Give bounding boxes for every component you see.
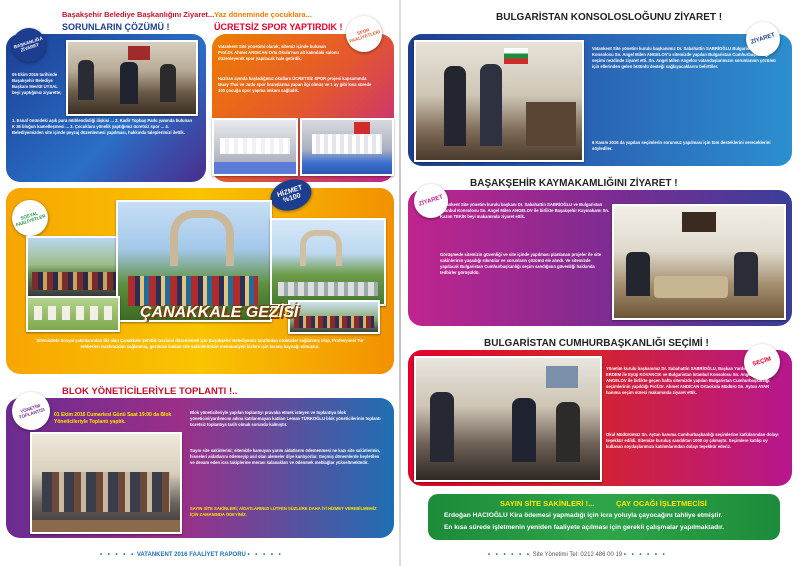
meeting-photo [30, 432, 182, 534]
right-footer: • • • • • • Site Yönetimi Tel: 0212 486 00 19 • • • • • • [488, 552, 667, 558]
sports-paragraph-1: Vatankent Site yönetimi olarak; sitemiz içinde bulunan Prof.Dr. Ahmet ANDICAN Orta Okulu'nun alt katındaki salonu düzenleyerek spor yapılacak hale getirdik. [218, 44, 339, 61]
municipality-visit-items: 1. Esnaf önündeki aşık para mühlendisliği ilişkisi ... 2. Kadir Topbaş Parkı yanında bulunan K 35 bloğun kamelleşmesi ... 3. Çocuklara yönelik yaptığımız ücretsiz spor ... 4. Belediyemizden site içinde peyzaj düzenlemesi yapılması, hakkında taleplerimizi ilettik. [12, 118, 193, 135]
sports-badge: SPOR FAALİYETLERİ [341, 11, 386, 56]
sports-subtitle: Yaz döneminde çocuklara... [214, 10, 312, 19]
visit-badge: BAŞKANLIĞA ZİYARET [8, 24, 51, 67]
consulate-photo [414, 40, 584, 162]
service-badge: HİZMET %100 [266, 174, 315, 216]
trip-group-photo-2 [288, 300, 380, 334]
mayor-meeting-photo [66, 40, 198, 116]
election-text: Yönetim kurulu başkanımız Dr. Sabahattin SABRİOĞLU, Başkan Yardımcısı İsmail ERDEM ile Eyüp KOVANCIK ve Bulgaristan İstanbul Konsolosu Sn. Angel Milen ANGELOV ile birlikte geçen hafta sitemizde yapılan Bulgaristan Cumhurbaşkanlığı seçimlerinin yapıldığı Prof.Dr. Ahmet ANDICAN Ortaokulu Müdürü Sn. Aytun AYAN hanıma seçim süreci makamında ziyaret ettik. [606, 366, 770, 395]
election-badge: SEÇİM [739, 339, 784, 384]
meeting-title: BLOK YÖNETİCİLERİYLE TOPLANTI !.. [62, 386, 238, 397]
trip-memorial-photo [270, 218, 386, 306]
notice-line-2: En kısa sürede işletmenin yeniden faaliyete açılması için gerekli çalışmalar yapılmaktadır. [444, 524, 725, 531]
left-footer: • • • • • VATANKENT 2016 FAALİYET RAPORU • • • • • [100, 552, 283, 558]
governor-badge: ZİYARET [410, 180, 453, 223]
consulate-badge: ZİYARET [742, 18, 785, 61]
municipality-visit-title: SORUNLARIN ÇÖZÜMÜ ! [62, 22, 170, 32]
meeting-date: 01 Ekim 2016 Cumartesi Günü Saat 19:00 da Blok Yöneticileriyle Toplantı yaptık. [54, 412, 172, 425]
sports-paragraph-2: Haziran ayında başladığımız okullara ÜCRETSİZ SPOR projesi kapsamında Muay Thai ve Judo spor branşlarına yapan ilgi olmuş ve 1 ay gibi kısa sürede 100 çocuğa spor yapma imkanı sağladık. [218, 76, 372, 93]
sports-photo-1 [212, 118, 298, 176]
meeting-badge: YÖNETİM TOPLANTISI [7, 387, 55, 435]
sports-title: ÜCRETSİZ SPOR YAPTIRDIK ! [214, 22, 343, 32]
governor-visit-text: Vatankent Site yönetim kurulu başkanı Dr. Sabahattin SABRİOĞLU ve Bulgaristan İstanbul Konsolosu Sn. Angel Milen ANGELOV ile birlikte Başakşehir Kaymakamı Sn. Kazım TEKİN beyi makamında ziyaret ettik. [440, 202, 610, 219]
notice-heading: ÇAY OCAĞI İŞLETMECİSİ [616, 499, 707, 508]
sports-photo-2 [300, 118, 394, 176]
governor-visit-text-2: Görüşmede sitemizin güvenliği ve site içinde yapılması planlanan projeler ile site sakinlerinin yaşadığı sıkıntılar ve sorunların çözümü ele alındı. Ve sitemizde yapılacak Bulgaristan Cumhurbaşkanlığı seçim sandığının güvenliği hakkında tedbirler görüşüldü. [440, 252, 602, 275]
election-photo [414, 356, 602, 482]
consulate-visit-text: Vatankent Site yönetim kurulu başkanımız Dr. Sabahattin SABRİOĞLU Bulgaristan İstanbul Konsolosu Sn. Angel Milen ANGELOV'u sitemizde yapılan Bulgaristan Cumhurbaşkanlığı seçimi nezdinde ziyaret etti. Sn. Angel Milen Angelov vatandaşlarımızın sorunlarının çözümü için ellerinden gelen bütünlü desteği sağlayacaklarını belirttiler. [592, 46, 776, 69]
meeting-paragraph-3: SAYIN SİTE SAKİNLERİ; AİDATLARINIZI LÜTFEN SÜZLERE DAHA İYİ HİZMET VEREBİLMEMİZ İÇİN ZAMANINDA ÖDEYİNİZ. [190, 506, 377, 517]
social-badge: SOSYAL FAALİYETLER [7, 195, 52, 240]
trip-graves-photo [26, 296, 120, 332]
trip-group-photo-1 [26, 236, 122, 298]
page-spine [399, 0, 401, 566]
canakkale-trip-title: ÇANAKKALE GEZİSİ [140, 304, 299, 321]
election-text-2: Okul Müdürümüz Sn. Aytun hanıma Cumhurbaşkanlığı seçimlerine katkılarından dolayı teşekkür edildi. Sitemize kuruluş sandıktan 1000 oy çıkmıştır. Seçimlere katılıp oy kullanan soydaşlarımıza katılımlarından dolayı teşekkür ederiz. [606, 432, 779, 449]
governor-visit-title: BAŞAKŞEHİR KAYMAKAMLIĞINI ZİYARET ! [470, 178, 678, 189]
election-title: BULGARİSTAN CUMHURBAŞKANLIĞI SEÇİMİ ! [484, 338, 709, 349]
municipality-visit-subtitle: Başakşehir Belediye Başkanlığını Ziyaret... [62, 10, 215, 19]
social-activities-text: Sitemizdeki Sosyal yakınlarından ilki olan Çanakkale Şehitlik Gezisini düzenlemek için Başakşehir Belediyemiz tarafından otobüsler sağlanmış olup, Profesyonel Tur rehberleri tarafımızdan sağlanmış, gezimize katılan site sakinlerimizin memnuniyeti bizlere için kıvanç kaynağı olmuştur. [36, 338, 364, 349]
notice-salutation: SAYIN SİTE SAKİNLERİ !... [500, 499, 595, 508]
notice-line-1: Erdoğan HACIOĞLU Kira ödemesi yapmadığı için icra yoluyla çayocağını tahliye etmiştir. [444, 512, 723, 519]
meeting-paragraph-2: Sayın site sakinlerini; sitemizle kamuyan yarını aidatlarını ödemenmesi ne kazı site sakinlerinin, hisseleri aidatlarını ödemeyip asıl olan alemeler diye kanlıyorlar. Geçmiş dönemlerde beyletilen ve devam eden icra takiplerine merası kalanakları ve ödenmek meblağlar yükseltmektedir. [190, 448, 381, 465]
consulate-visit-title: BULGARİSTAN KONSOLOSLOĞUNU ZİYARET ! [496, 12, 723, 23]
governor-meeting-photo [612, 204, 786, 320]
municipality-visit-intro: 05 Ekim 2016 tarihinde Başakşehir Belediye Başkanı Mevlüt UYSAL beyi yaptığımız ziyarette; [12, 72, 62, 95]
meeting-paragraph-1: Blok yöneticileriyle yapılan toplantıyı pravaka etmek isteyen ve toplantıya blok yöneticisi/yardımcısı adına katılanmayan katılan Leman TÜRKOĞLU blok yöneticilerinin toplantı ücretsiz toplantıya tarih olmak sorunda kalmıştır. [190, 410, 381, 427]
consulate-visit-text-2: 6 Kasım 2016 da yapılan seçimlerin sorunsuz yapılması için tüm desteklerini vereceklerini söylediler. [592, 140, 771, 151]
